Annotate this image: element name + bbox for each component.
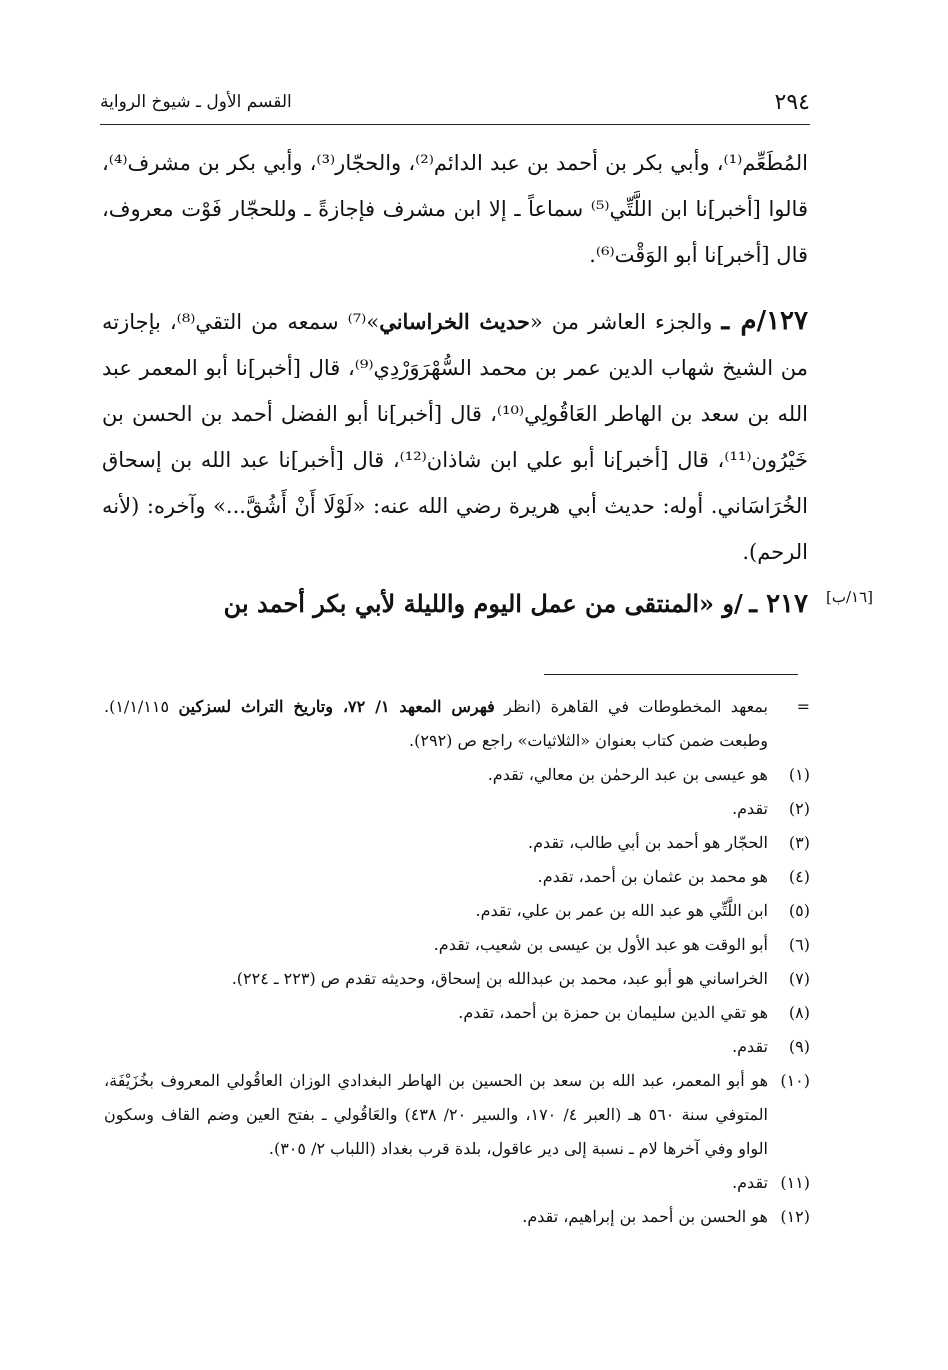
footnote xyxy=(104,962,810,996)
page-header xyxy=(100,86,810,122)
footnote-text: هو تقي الدين سليمان بن حمزة بن أحمد، تقدم. xyxy=(458,1003,768,1022)
footnote-mark: (١) xyxy=(788,765,810,784)
footnote-mark: (٦) xyxy=(788,935,810,954)
footnote xyxy=(104,792,810,826)
footnote xyxy=(104,928,810,962)
footnote-text: ابن اللَّتِّي هو عبد الله بن عمر بن علي، تقدم. xyxy=(475,901,768,920)
footnote xyxy=(104,1030,810,1064)
footnote xyxy=(104,826,810,860)
footnote xyxy=(104,1064,810,1166)
footnote-continuation xyxy=(104,690,810,758)
running-title: القسم الأول ـ شيوخ الرواية xyxy=(100,92,292,112)
footnote-divider xyxy=(544,674,798,675)
footnote-text: ١/١/١١٥). وطبعت ضمن كتاب بعنوان «الثلاثيات» راجع ص (٢٩٢). xyxy=(104,697,768,750)
entry-number: ١٢٧/م ـ xyxy=(721,306,808,336)
footnote-reference: فهرس المعهد ١/ ٧٢، وتاريخ التراث لسزكين xyxy=(178,697,495,716)
footnote-mark: (٤) xyxy=(788,867,810,886)
footnote-mark: (٨) xyxy=(788,1003,810,1022)
entry-127 xyxy=(102,298,808,575)
main-text xyxy=(102,140,808,628)
footnote xyxy=(104,1200,810,1234)
footnote-text: هو أبو المعمر، عبد الله بن سعد بن الحسين بن الهاطر البغدادي الوزان العاقُولي المعروف بخُزَيْفَة، المتوفي سنة ٥٦٠ هـ (العبر ٤/ ١٧٠، والسير ٢٠/ ٤٣٨) والعَاقُولي ـ بفتح العين وضم القاف وسكون الواو وفي آخرها لام ـ نسبة إلى دير عاقول، بلدة قرب بغداد (اللباب ٢/ ٣٠٥). xyxy=(104,1071,769,1158)
entry-217 xyxy=(102,581,808,628)
footnote-text: بمعهد المخطوطات في القاهرة (انظر xyxy=(494,697,768,716)
footnote xyxy=(104,996,810,1030)
footnote-text: الحجّار هو أحمد بن أبي طالب، تقدم. xyxy=(528,833,768,852)
footnote-text: الخراساني هو أبو عبد، محمد بن عبدالله بن إسحاق، وحديثه تقدم ص (٢٢٣ ـ ٢٢٤). xyxy=(231,969,768,988)
footnote-mark: (١٢) xyxy=(780,1207,810,1226)
entry-number: ٢١٧ ـ xyxy=(749,589,808,619)
manuscript-folio-marker: [١٦/ب] xyxy=(826,588,874,606)
footnote-mark: (١١) xyxy=(780,1173,810,1192)
header-divider xyxy=(100,124,810,125)
footnote-mark: (١٠) xyxy=(780,1071,810,1090)
footnotes xyxy=(104,690,810,1234)
footnote-mark: (٩) xyxy=(788,1037,810,1056)
footnote-mark: (٥) xyxy=(788,901,810,920)
footnote-text: هو الحسن بن أحمد بن إبراهيم، تقدم. xyxy=(522,1207,768,1226)
entry-text-part: »⁽⁷⁾ سمعه من التقي⁽⁸⁾، بإجازته من الشيخ شهاب الدين عمر بن محمد السُّهْرَوَرْدِي⁽⁹⁾، قال [أخبر]نا أبو المعمر عبد الله بن سعد بن الهاطر العَاقُولِي⁽¹⁰⁾، قال [أخبر]نا أبو الفضل أحمد بن الحسن بن خَيْرُون⁽¹¹⁾، قال [أخبر]نا أبو علي ابن شاذان⁽¹²⁾، قال [أخبر]نا عبد الله بن إسحاق الخُرَاسَاني. أوله: حديث أبي هريرة رضي الله عنه: «لَوْلَا أَنْ أَشُقَّ...» وآخره: (لأنه الرحم). xyxy=(102,310,808,564)
footnote xyxy=(104,758,810,792)
footnote-text: تقدم. xyxy=(732,799,768,818)
entry-work-title: /و «المنتقى من عمل اليوم والليلة لأبي بكر أحمد بن xyxy=(223,589,743,618)
paragraph-continuation: المُطَعِّم⁽¹⁾، وأبي بكر بن أحمد بن عبد الدائم⁽²⁾، والحجّار⁽³⁾، وأبي بكر بن مشرف⁽⁴⁾، قالوا [أخبر]نا ابن اللَّتِّي⁽⁵⁾ سماعاً ـ إلا ابن مشرف فإجازةً ـ وللحجّار فَوْت معروف، قال [أخبر]نا أبو الوَقْت⁽⁶⁾. xyxy=(102,151,808,267)
footnote-text: أبو الوقت هو عبد الأول بن عيسى بن شعيب، تقدم. xyxy=(433,935,768,954)
footnote xyxy=(104,894,810,928)
continuation-mark: = xyxy=(796,697,810,716)
page-number: ٢٩٤ xyxy=(774,90,810,115)
footnote-text: هو محمد بن عثمان بن أحمد، تقدم. xyxy=(537,867,768,886)
entry-text-part: والجزء العاشر من « xyxy=(529,310,713,334)
footnote-text: تقدم. xyxy=(732,1037,768,1056)
footnote-mark: (٢) xyxy=(788,799,810,818)
footnote-mark: (٧) xyxy=(788,969,810,988)
footnote xyxy=(104,860,810,894)
entry-work-title: حديث الخراساني xyxy=(379,309,530,334)
footnote-mark: (٣) xyxy=(788,833,810,852)
footnote xyxy=(104,1166,810,1200)
footnote-text: هو عيسى بن عبد الرحمٰن بن معالي، تقدم. xyxy=(487,765,768,784)
footnote-text: تقدم. xyxy=(732,1173,768,1192)
